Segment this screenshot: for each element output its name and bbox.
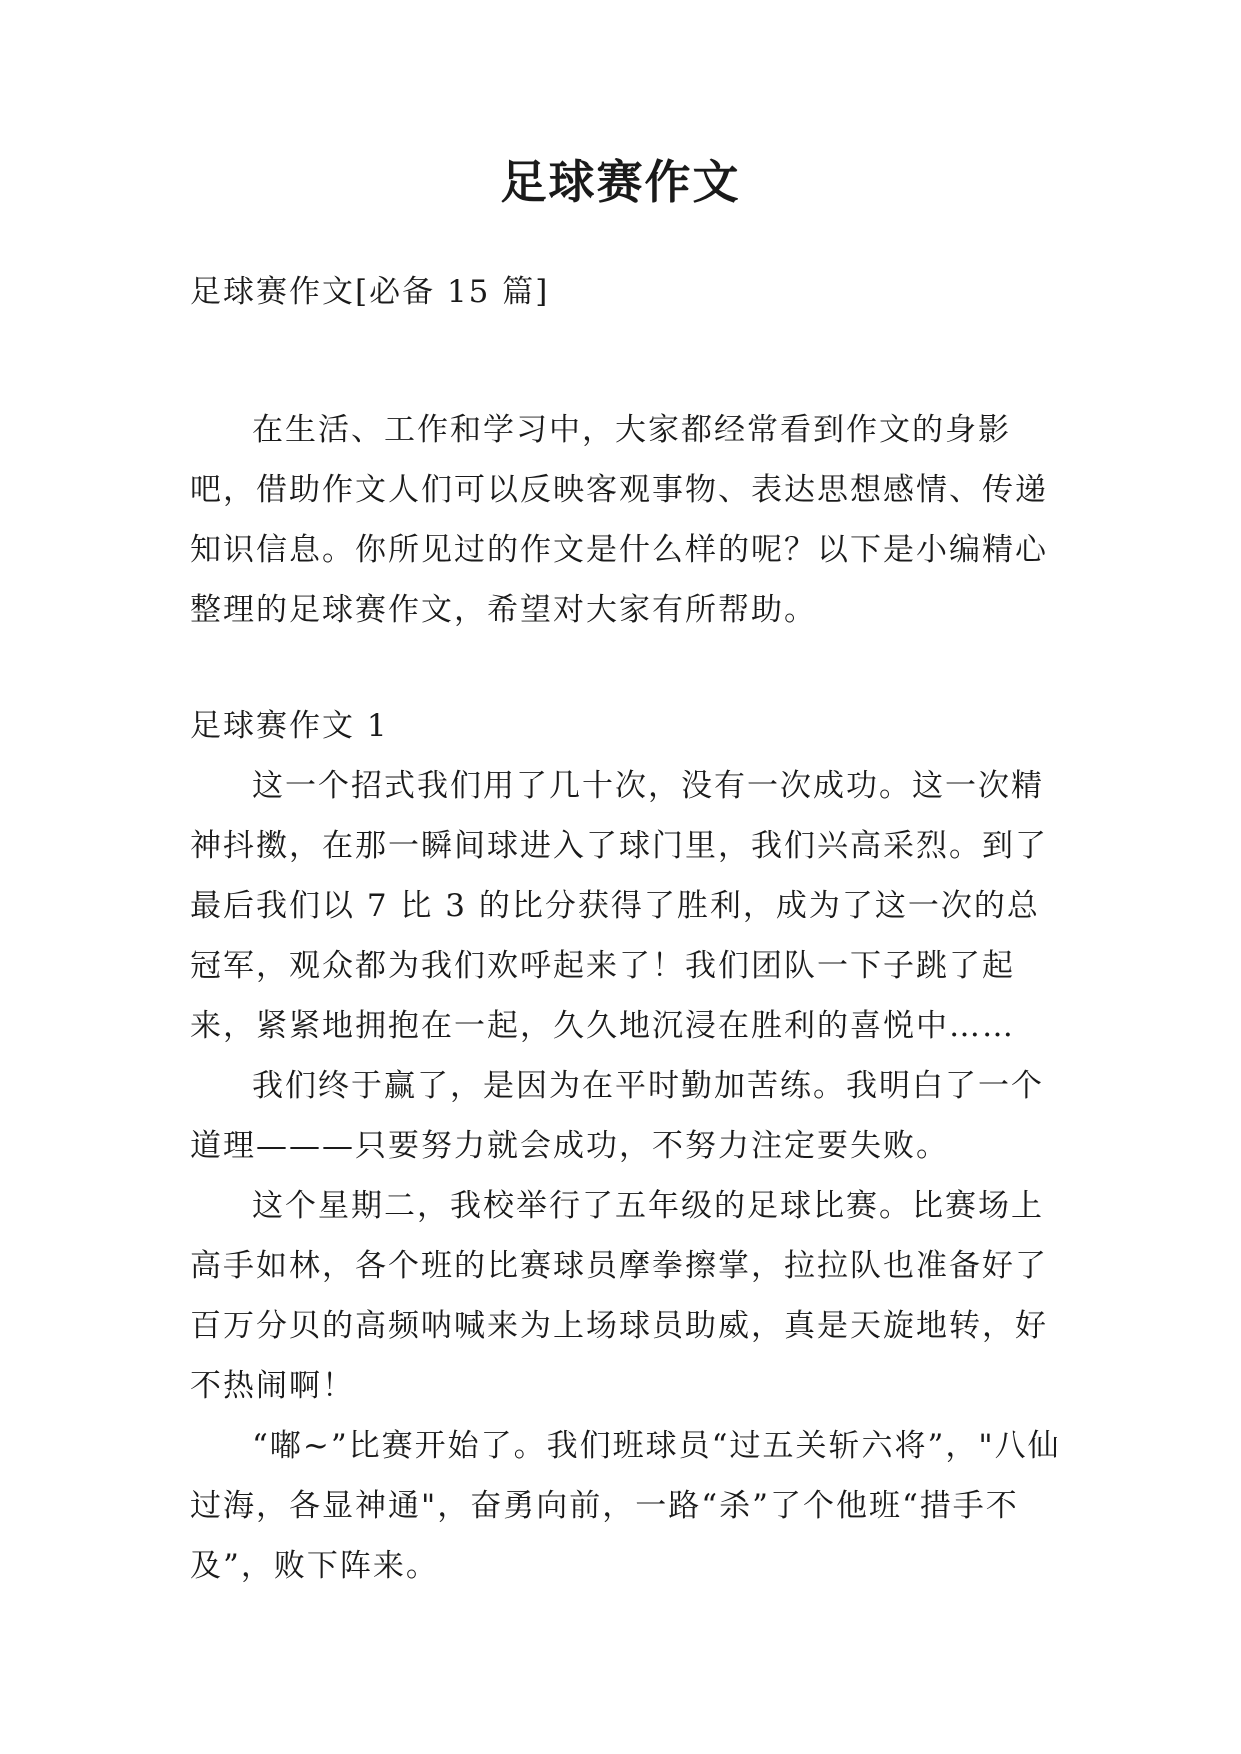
document-title: 足球赛作文 <box>500 155 741 209</box>
document-subtitle: 足球赛作文[必备 15 篇] <box>190 274 550 310</box>
body-paragraph: “嘟~”比赛开始了。我们班球员“过五关斩六将”，"八仙过海，各显神通"，奋勇向前，一路“杀”了个他班“措手不及”，败下阵来。 <box>190 1428 1061 1584</box>
body-paragraph: 这个星期二，我校举行了五年级的足球比赛。比赛场上高手如林，各个班的比赛球员摩拳擦掌，拉拉队也准备好了百万分贝的高频呐喊来为上场球员助威，真是天旋地转，好不热闹啊！ <box>190 1188 1048 1404</box>
body-paragraph: 这一个招式我们用了几十次，没有一次成功。这一次精神抖擞，在那一瞬间球进入了球门里，我们兴高采烈。到了最后我们以 7 比 3 的比分获得了胜利，成为了这一次的总冠军，观众都为我们欢呼起来了！我们团队一下子跳了起来，紧紧地拥抱在一起，久久地沉浸在胜利的喜悦中…… <box>190 768 1048 1044</box>
section-heading: 足球赛作文 1 <box>190 708 389 744</box>
intro-paragraph: 在生活、工作和学习中，大家都经常看到作文的身影吧，借助作文人们可以反映客观事物、表达思想感情、传递知识信息。你所见过的作文是什么样的呢？以下是小编精心整理的足球赛作文，希望对大家有所帮助。 <box>190 412 1048 628</box>
body-paragraph: 我们终于赢了，是因为在平时勤加苦练。我明白了一个道理———只要努力就会成功，不努力注定要失败。 <box>190 1068 1044 1164</box>
section-body <box>190 756 1070 1596</box>
